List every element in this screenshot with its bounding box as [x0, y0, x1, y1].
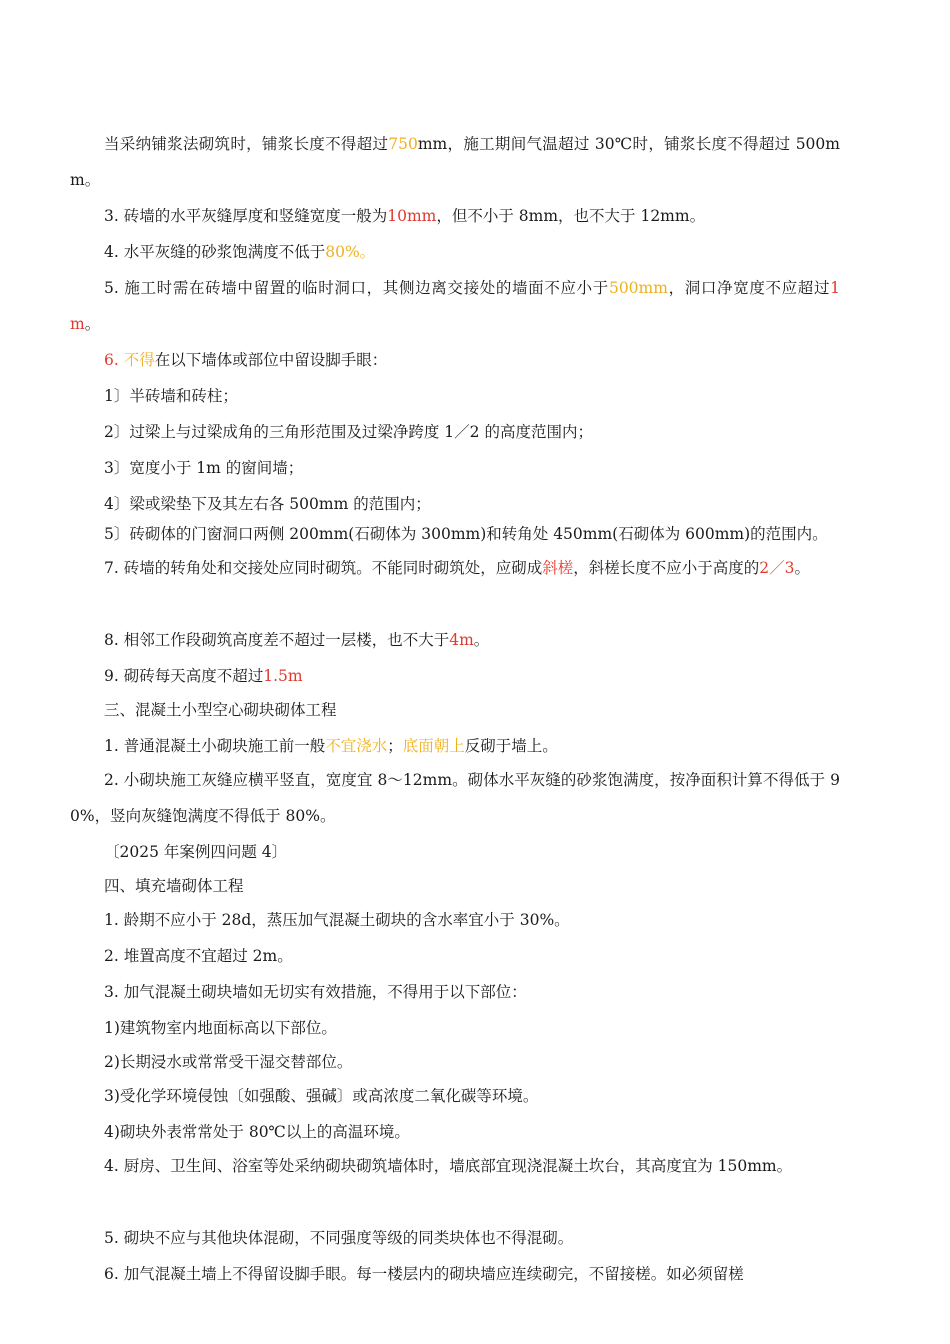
list-item: 1)建筑物室内地面标高以下部位。 [104, 1019, 337, 1037]
text: 3. 砖墙的水平灰缝厚度和竖缝宽度一般为 [104, 207, 388, 225]
text: 4. 水平灰缝的砂浆饱满度不低于 [104, 243, 326, 261]
section-4-item: 1. 龄期不应小于 28d，蒸压加气混凝土砌块的含水率宜小于 30%。 [104, 911, 570, 929]
text: ，但不小于 8mm，也不大于 12mm。 [436, 207, 706, 225]
item-6-no-scaffold-holes [70, 342, 840, 378]
text: 9. 砌砖每天高度不超过 [104, 667, 264, 685]
highlight-4m: 4m [449, 631, 474, 649]
list-item: 2〕过梁上与过梁成角的三角形范围及过梁净跨度 1／2 的高度范围内； [104, 423, 593, 441]
text: ，斜槎长度不应小于高度的 [573, 559, 760, 577]
text: ； [387, 737, 403, 755]
section-heading-3: 三、混凝土小型空心砌块砌体工程 [104, 701, 337, 719]
section-heading-4: 四、填充墙砌体工程 [104, 877, 244, 895]
text: 。 [794, 559, 810, 577]
item-9-daily-height [70, 658, 840, 694]
highlight-bottom-up: 底面朝上 [402, 737, 465, 755]
highlight-1m: 1m [70, 279, 840, 333]
list-item: 1〕半砖墙和砖柱； [104, 387, 238, 405]
list-item: 3)受化学环境侵蚀〔如强酸、强碱〕或高浓度二氧化碳等环境。 [104, 1087, 539, 1105]
text: 。 [473, 631, 490, 649]
text: 5. 施工时需在砖墙中留置的临时洞口，其侧边离交接处的墙面不应小于 [104, 279, 609, 297]
highlight-oblique-joint: 斜槎 [542, 559, 574, 577]
list-item: 2)长期浸水或常常受干湿交替部位。 [104, 1053, 353, 1071]
item-7-corner-masonry [70, 550, 840, 586]
text: 。 [84, 315, 101, 333]
section-3-item-1 [70, 728, 840, 764]
list-item: 4)砌块外表常常处于 80℃以上的高温环境。 [104, 1123, 410, 1141]
highlight-500mm: 500mm [608, 279, 668, 297]
list-item: 5〕砖砌体的门窗洞口两侧 200mm(石砌体为 300mm)和转角处 450mm(石砌体为 600mm)的范围内。 [104, 525, 828, 543]
item-3-mortar-joint [70, 198, 840, 234]
text: mm，施工期间气温超过 30℃时，铺浆长度不得超过 500mm。 [70, 135, 840, 189]
text: 8. 相邻工作段砌筑高度差不超过一层楼，也不大于 [104, 631, 450, 649]
list-item: 3〕宽度小于 1m 的窗间墙； [104, 459, 304, 477]
highlight-no-watering: 不宜浇水 [325, 737, 388, 755]
highlight-two-thirds: 2／3 [759, 559, 795, 577]
highlight-not-allowed: 不得 [123, 351, 155, 369]
highlight-1-5m: 1.5m [263, 667, 303, 685]
text: 在以下墙体或部位中留设脚手眼： [154, 351, 388, 369]
text: 1. 普通混凝土小砌块施工前一般 [104, 737, 326, 755]
list-item: 4〕梁或梁垫下及其左右各 500mm 的范围内； [104, 495, 431, 513]
highlight-80: 80%。 [325, 243, 376, 261]
section-3-item-2: 2. 小砌块施工灰缝应横平竖直，宽度宜 8～12mm。砌体水平灰缝的砂浆饱满度，按净面积计算不得低于 90%，竖向灰缝饱满度不得低于 80%。 [70, 771, 840, 825]
text: 当采纳铺浆法砌筑时，铺浆长度不得超过 [104, 135, 389, 153]
section-4-item: 3. 加气混凝土砌块墙如无切实有效措施，不得用于以下部位： [104, 983, 527, 1001]
highlight-750: 750 [388, 135, 418, 153]
section-4-item-6: 6. 加气混凝土墙上不得留设脚手眼。每一楼层内的砌块墙应连续砌完，不留接槎。如必须留槎 [104, 1265, 744, 1283]
text: ，洞口净宽度不应超过 [667, 279, 831, 297]
paragraph-mortar-length [70, 126, 840, 198]
exam-reference-note: 〔2025 年案例四问题 4〕 [104, 843, 288, 861]
item-number: 6. [104, 351, 124, 369]
section-4-item: 2. 堆置高度不宜超过 2m。 [104, 947, 293, 965]
item-4-mortar-fullness [70, 234, 840, 270]
item-8-height-difference [70, 622, 840, 658]
item-5-temporary-opening [70, 270, 840, 342]
section-4-item-4: 4. 厨房、卫生间、浴室等处采纳砌块砌筑墙体时，墙底部宜现浇混凝土坎台，其高度宜为 150mm。 [104, 1157, 793, 1175]
text: 7. 砖墙的转角处和交接处应同时砌筑。不能同时砌筑处，应砌成 [104, 559, 543, 577]
text: 反砌于墙上。 [464, 737, 558, 755]
section-4-item-5: 5. 砌块不应与其他块体混砌，不同强度等级的同类块体也不得混砌。 [104, 1229, 574, 1247]
highlight-10mm: 10mm [387, 207, 437, 225]
